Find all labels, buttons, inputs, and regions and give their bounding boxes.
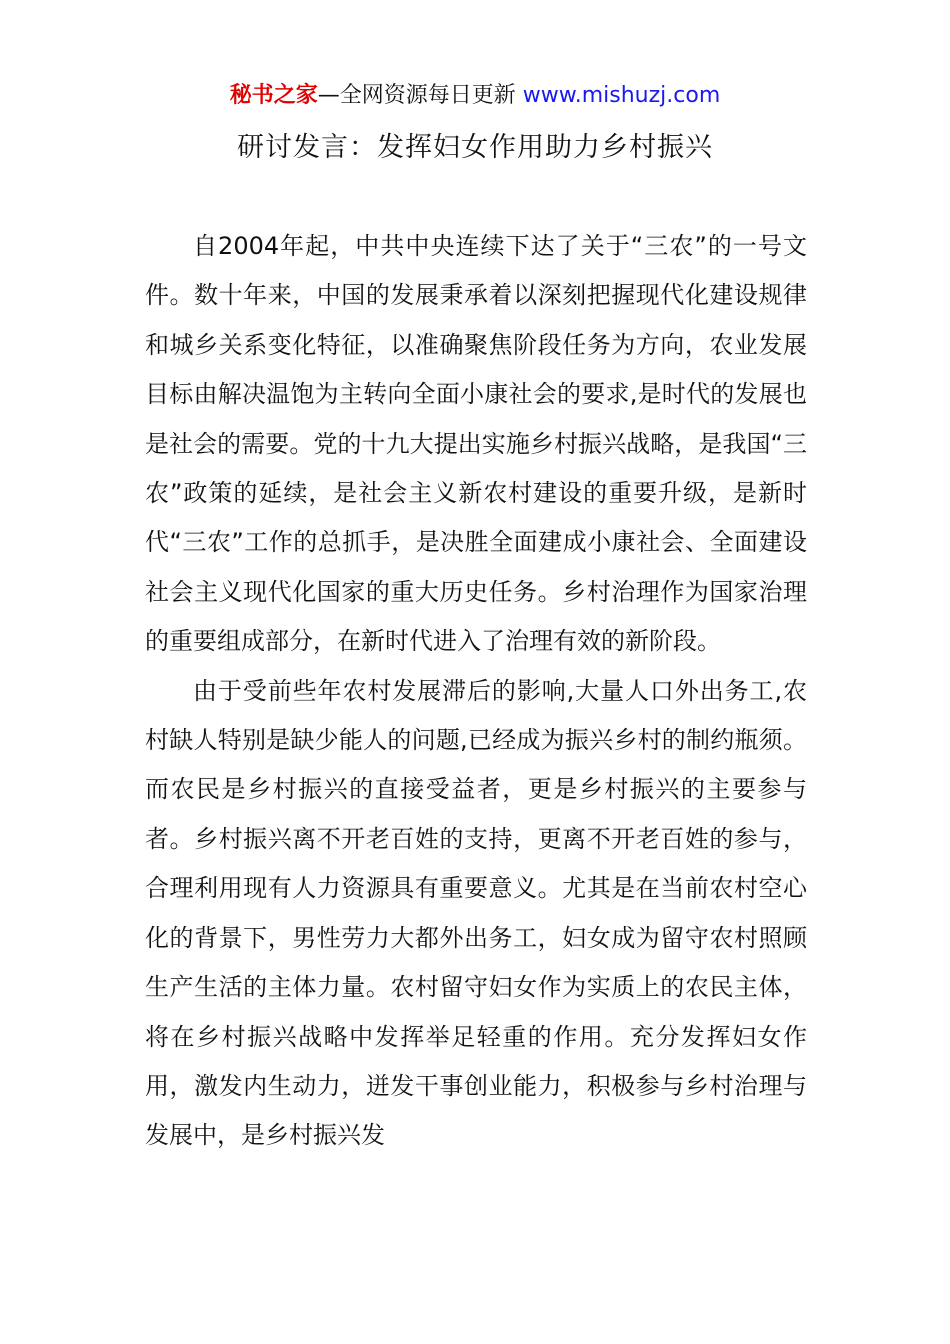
paragraph-2: 由于受前些年农村发展滞后的影响,大量人口外出务工,农村缺人特别是缺少能人的问题,已经成为振兴乡村的制约瓶须。而农民是乡村振兴的直接受益者，更是乡村振兴的主要参与者。乡村振兴离不开老百姓的支持，更离不开老百姓的参与，合理利用现有人力资源具有重要意义。尤其是在当前农村空心化的背景下，男性劳力大都外出务工，妇女成为留守农村照顾生产生活的主体力量。农村留守妇女作为实质上的农民主体，将在乡村振兴战略中发挥举足轻重的作用。充分发挥妇女作用，激发内生动力，迸发干事创业能力，积极参与乡村治理与发展中，是乡村振兴发 bbox=[145, 676, 807, 1150]
header-tagline: —全网资源每日更新 bbox=[317, 83, 523, 108]
site-header bbox=[0, 80, 950, 112]
site-url-link[interactable]: www.mishuzj.com bbox=[522, 83, 721, 108]
document-body bbox=[145, 222, 807, 1161]
brand-name: 秘书之家 bbox=[229, 83, 318, 108]
paragraph-1: 自2004年起，中共中央连续下达了关于“三农”的一号文件。数十年来，中国的发展秉承着以深刻把握现代化建设规律和城乡关系变化特征，以准确聚焦阶段任务为方向，农业发展目标由解决温饱为主转向全面小康社会的要求,是时代的发展也是社会的需要。党的十九大提出实施乡村振兴战略，是我国“三农”政策的延续，是社会主义新农村建设的重要升级，是新时代“三农”工作的总抓手，是决胜全面建成小康社会、全面建设社会主义现代化国家的重大历史任务。乡村治理作为国家治理的重要组成部分，在新时代进入了治理有效的新阶段。 bbox=[145, 232, 807, 656]
document-title: 研讨发言：发挥妇女作用助力乡村振兴 bbox=[237, 132, 713, 163]
